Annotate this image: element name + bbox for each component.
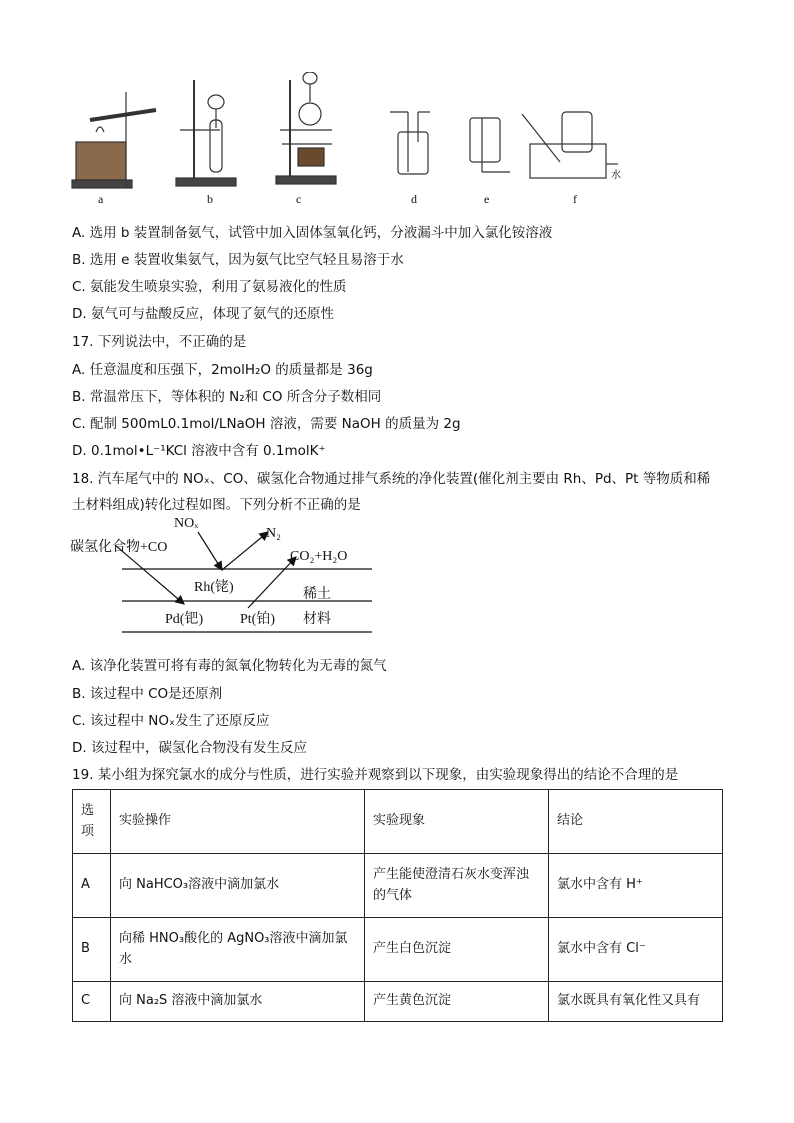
q17-stem: 17. 下列说法中，不正确的是 [72,334,247,350]
table-row [73,854,723,918]
diagram-rh: Rh(铑) [194,580,234,595]
diagram-rare-earth-2: 材料 [303,612,331,627]
arrow-nox-to-rh [198,532,222,570]
diagram-pt: Pt(铂) [240,612,275,627]
diagram-rare-earth-1: 稀土 [303,587,331,602]
q18-option-a: A. 该净化装置可将有毒的氮氧化物转化为无毒的氮气 [72,658,387,674]
table-cell: 氯水中含有 Cl⁻ [549,918,723,982]
q18-option-c: C. 该过程中 NOₓ发生了还原反应 [72,713,270,729]
diagram-products: CO₂+H₂O [290,549,348,564]
catalytic-converter-diagram [70,512,390,637]
q18-stem-line2: 土材料组成)转化过程如图。下列分析不正确的是 [72,497,361,513]
apparatus-label-d: d [411,192,417,206]
apparatus-e [470,118,510,172]
q17-option-b: B. 常温常压下，等体积的 N₂和 CO 所含分子数相同 [72,389,382,405]
q17-option-d: D. 0.1mol•L⁻¹KCl 溶液中含有 0.1molK⁺ [72,443,326,459]
table-cell: 氯水中含有 H⁺ [549,854,723,918]
diagram-n2: N₂ [266,526,281,541]
q16-option-c: C. 氨能发生喷泉实验，利用了氨易液化的性质 [72,279,347,295]
apparatus-d [390,112,430,174]
apparatus-b [176,80,236,186]
header-cell-option: 选项 [73,790,111,854]
q19-stem: 19. 某小组为探究氯水的成分与性质，进行实验并观察到以下现象，由实验现象得出的结论不合理的是 [72,767,679,783]
q16-option-a: A. 选用 b 装置制备氨气，试管中加入固体氢氧化钙，分液漏斗中加入氯化铵溶液 [72,225,553,241]
q17-option-c: C. 配制 500mL0.1mol/LNaOH 溶液，需要 NaOH 的质量为 2g [72,416,461,432]
table-cell: 产生能使澄清石灰水变浑浊的气体 [365,854,549,918]
q16-option-d: D. 氨气可与盐酸反应，体现了氨气的还原性 [72,306,334,322]
apparatus-label-e: e [484,192,490,206]
apparatus-label-a: a [98,192,104,206]
diagram-lines [70,512,390,637]
table-cell: 产生白色沉淀 [365,918,549,982]
table-cell: 产生黄色沉淀 [365,982,549,1022]
arrow-rh-to-n2 [222,532,268,570]
header-cell-phenomenon: 实验现象 [365,790,549,854]
table-cell: A [73,854,111,918]
q17-option-a: A. 任意温度和压强下，2molH₂O 的质量都是 36g [72,362,373,378]
table-cell: 氯水既具有氧化性又具有 [549,982,723,1022]
apparatus-f [522,112,618,178]
q18-option-d: D. 该过程中，碳氢化合物没有发生反应 [72,740,307,756]
apparatus-a [72,92,156,188]
q18-stem-line1: 18. 汽车尾气中的 NOₓ、CO、碳氢化合物通过排气系统的净化装置(催化剂主要由 Rh、Pd、Pt 等物质和稀 [72,471,711,487]
table-header-row [73,790,723,854]
q18-option-b: B. 该过程中 CO是还原剂 [72,686,223,702]
header-cell-operation: 实验操作 [111,790,365,854]
apparatus-c [276,72,336,184]
table-cell: 向 Na₂S 溶液中滴加氯水 [111,982,365,1022]
apparatus-label-c: c [296,192,302,206]
arrow-pt-to-products [248,557,296,608]
apparatus-label-f: f [573,192,577,206]
q16-option-b: B. 选用 e 装置收集氨气，因为氨气比空气轻且易溶于水 [72,252,404,268]
table-row [73,982,723,1022]
diagram-pd: Pd(钯) [165,612,204,627]
table-cell: B [73,918,111,982]
apparatus-label-b: b [207,192,213,206]
header-cell-conclusion: 结论 [549,790,723,854]
table-row [73,918,723,982]
diagram-nox: NOₓ [174,516,199,531]
table-cell: 向稀 HNO₃酸化的 AgNO₃溶液中滴加氯水 [111,918,365,982]
water-label: 水 [611,170,621,181]
table-cell: C [73,982,111,1022]
q19-table [72,789,723,1022]
diagram-reactants: 碳氢化合物+CO [70,540,168,555]
table-cell: 向 NaHCO₃溶液中滴加氯水 [111,854,365,918]
apparatus-illustrations [70,72,710,212]
